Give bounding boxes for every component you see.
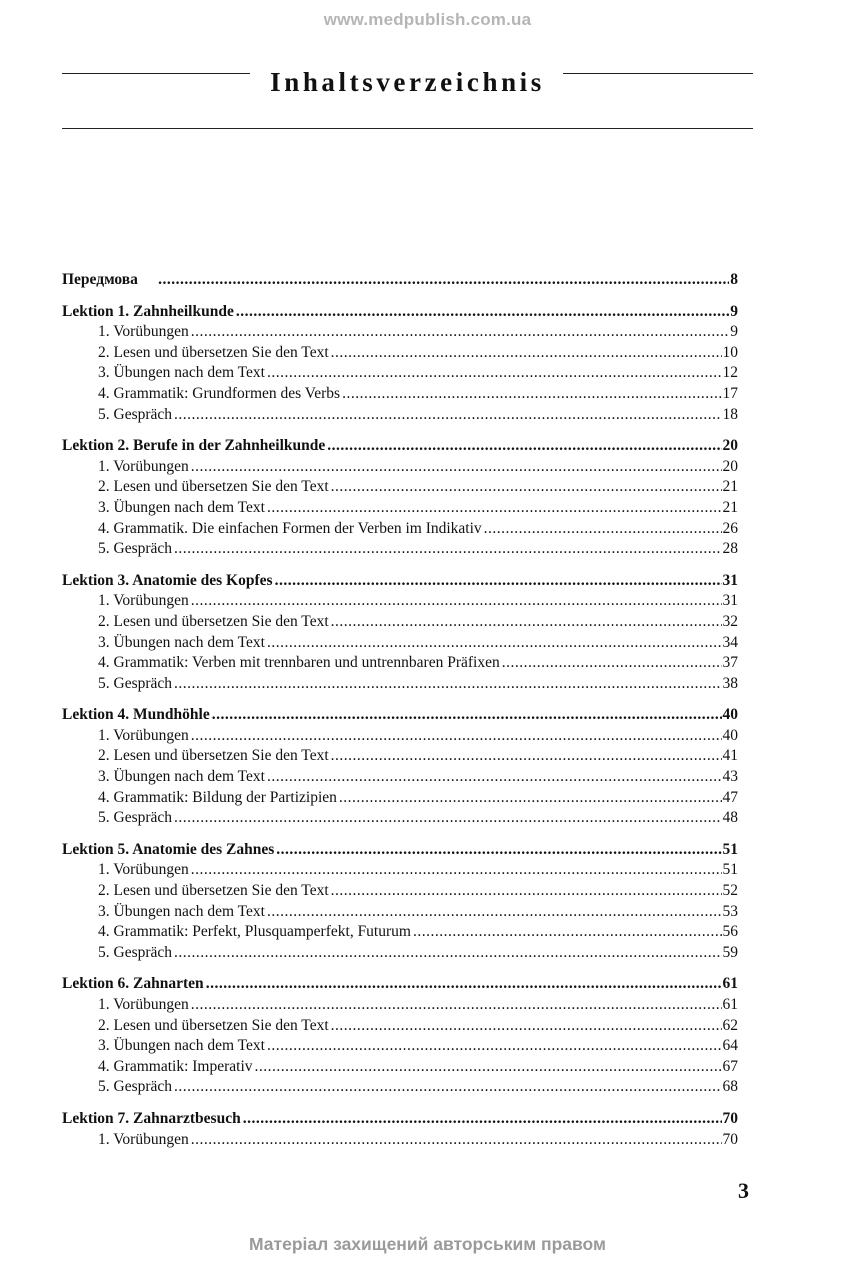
toc-entry-page: 18: [722, 405, 738, 423]
toc-entry-label: 1. Vorübungen: [98, 323, 189, 341]
toc-entry-label: 4. Grammatik: Perfekt, Plusquamperfekt, Futurum: [98, 923, 411, 941]
toc-entry-label: 1. Vorübungen: [98, 1130, 189, 1148]
toc-entry-page: 32: [722, 612, 738, 630]
toc-entry-page: 41: [722, 747, 738, 765]
toc-subsection: [62, 788, 738, 809]
dot-leader: [174, 943, 721, 964]
toc-entry-label: 1. Vorübungen: [98, 726, 189, 744]
table-of-contents: [62, 270, 738, 1161]
toc-entry-label: 5. Gespräch: [98, 943, 173, 961]
toc-entry-label: 3. Übungen nach dem Text: [98, 902, 265, 920]
toc-entry-page: 12: [722, 364, 738, 382]
dot-leader: [174, 674, 721, 695]
toc-subsection: [62, 633, 738, 654]
toc-subsection: [62, 902, 738, 923]
toc-entry-label: 5. Gespräch: [98, 540, 173, 558]
toc-lesson-heading: [62, 1109, 738, 1130]
toc-lessons: [62, 302, 738, 1151]
toc-entry-page: 17: [722, 384, 738, 402]
toc-entry-page: 9: [730, 302, 738, 320]
dot-leader: [331, 477, 722, 498]
toc-entry-page: 28: [722, 540, 738, 558]
toc-entry-page: 20: [722, 457, 738, 475]
toc-entry-page: 43: [722, 768, 738, 786]
toc-subsection: [62, 1057, 738, 1078]
toc-entry-label: 1. Vorübungen: [98, 592, 189, 610]
toc-lesson-group: [62, 1109, 738, 1150]
toc-entry-page: 59: [722, 943, 738, 961]
toc-entry-page: 31: [722, 592, 738, 610]
toc-subsection: [62, 457, 738, 478]
toc-subsection: [62, 1077, 738, 1098]
toc-lesson-group: [62, 840, 738, 964]
toc-entry-page: 70: [722, 1109, 738, 1127]
toc-entry-page: 68: [722, 1078, 738, 1096]
toc-entry-label: Lektion 6. Zahnarten: [62, 975, 204, 993]
toc-entry-label: Lektion 5. Anatomie des Zahnes: [62, 840, 275, 858]
toc-entry-label: Lektion 1. Zahnheilkunde: [62, 302, 234, 320]
dot-leader: [191, 1130, 722, 1151]
toc-entry-page: 38: [722, 674, 738, 692]
toc-entry-label: 1. Vorübungen: [98, 996, 189, 1013]
toc-entry-page: 20: [722, 437, 738, 455]
toc-entry-page: 47: [722, 788, 738, 806]
toc-subsection: [62, 1016, 738, 1037]
title-rule-bottom: [62, 128, 753, 129]
toc-entry-page: 40: [722, 706, 738, 724]
toc-entry-label: 3. Übungen nach dem Text: [98, 1037, 265, 1055]
dot-leader: [174, 539, 721, 560]
dot-leader: [243, 1109, 722, 1130]
toc-subsection: [62, 808, 738, 829]
dot-leader: [276, 840, 721, 861]
toc-entry-label: Lektion 2. Berufe in der Zahnheilkunde: [62, 437, 326, 455]
toc-entry-label: 2. Lesen und übersetzen Sie den Text: [98, 882, 329, 900]
copyright-notice: Матеріал захищений авторським правом: [249, 1234, 606, 1254]
dot-leader: [275, 571, 722, 592]
toc-entry-label: 4. Grammatik: Verben mit trennbaren und untrennbaren Präfixen: [98, 654, 500, 672]
toc-entry-page: 21: [722, 478, 738, 496]
dot-leader: [212, 705, 722, 726]
dot-leader: [267, 1036, 722, 1057]
dot-leader: [331, 881, 722, 902]
toc-subsection: [62, 498, 738, 519]
dot-leader: [174, 405, 721, 426]
toc-entry-page: 21: [722, 498, 738, 516]
toc-lesson-heading: [62, 302, 738, 323]
dot-leader: [267, 363, 722, 384]
toc-entry-label: Lektion 3. Anatomie des Kopfes: [62, 571, 273, 589]
toc-subsection: [62, 726, 738, 747]
toc-entry-label: 4. Grammatik: Bildung der Partizipien: [98, 788, 337, 806]
toc-entry-label: Lektion 7. Zahnarztbesuch: [62, 1109, 241, 1127]
toc-entry-label: 2. Lesen und übersetzen Sie den Text: [98, 1016, 329, 1034]
toc-entry-page: 53: [722, 902, 738, 920]
toc-entry-label: 3. Übungen nach dem Text: [98, 364, 265, 382]
dot-leader: [331, 1016, 722, 1037]
dot-leader: [267, 902, 722, 923]
dot-leader: [267, 767, 722, 788]
toc-entry-label: 4. Grammatik: Imperativ: [98, 1057, 253, 1075]
toc-subsection: [62, 477, 738, 498]
toc-entry-label: 5. Gespräch: [98, 674, 173, 692]
toc-subsection: [62, 591, 738, 612]
toc-entry-page: 67: [722, 1057, 738, 1075]
dot-leader: [339, 788, 722, 809]
toc-entry-label: 1. Vorübungen: [98, 457, 189, 475]
dot-leader: [158, 270, 729, 291]
toc-subsection: [62, 384, 738, 405]
toc-lesson-group: [62, 974, 738, 1098]
toc-entry-label: 3. Übungen nach dem Text: [98, 633, 265, 651]
dot-leader: [191, 726, 722, 747]
toc-entry-preface: [62, 270, 738, 291]
dot-leader: [342, 384, 721, 405]
toc-subsection: [62, 943, 738, 964]
toc-subsection: [62, 343, 738, 364]
dot-leader: [502, 653, 722, 674]
toc-lesson-group: [62, 571, 738, 695]
dot-leader: [331, 746, 722, 767]
dot-leader: [206, 974, 722, 995]
toc-lesson-heading: [62, 705, 738, 726]
toc-entry-label: 2. Lesen und übersetzen Sie den Text: [98, 612, 329, 630]
toc-entry-page: 26: [722, 519, 738, 537]
dot-leader: [267, 633, 722, 654]
dot-leader: [191, 995, 722, 1016]
toc-entry-page: 64: [722, 1037, 738, 1055]
toc-entry-page: 8: [730, 271, 738, 288]
toc-subsection: [62, 746, 738, 767]
toc-lesson-group: [62, 705, 738, 829]
toc-subsection: [62, 922, 738, 943]
toc-entry-page: 51: [722, 840, 738, 858]
toc-subsection: [62, 405, 738, 426]
toc-entry-page: 34: [722, 633, 738, 651]
toc-lesson-heading: [62, 436, 738, 457]
toc-entry-label: 5. Gespräch: [98, 809, 173, 827]
dot-leader: [191, 860, 722, 881]
page-number: 3: [738, 1178, 749, 1203]
toc-subsection: [62, 653, 738, 674]
toc-entry-label: 4. Grammatik. Die einfachen Formen der Verben im Indikativ: [98, 519, 482, 537]
toc-lesson-group: [62, 302, 738, 426]
toc-subsection: [62, 612, 738, 633]
toc-entry-page: 9: [730, 323, 738, 341]
toc-entry-label: 5. Gespräch: [98, 1078, 173, 1096]
toc-entry-label: 3. Übungen nach dem Text: [98, 498, 265, 516]
toc-subsection: [62, 363, 738, 384]
toc-subsection: [62, 539, 738, 560]
toc-subsection: [62, 674, 738, 695]
toc-entry-label: 1. Vorübungen: [98, 861, 189, 879]
dot-leader: [331, 343, 722, 364]
toc-subsection: [62, 1130, 738, 1151]
toc-subsection: [62, 1036, 738, 1057]
toc-entry-page: 61: [722, 975, 738, 993]
toc-entry-label: 3. Übungen nach dem Text: [98, 768, 265, 786]
dot-leader: [484, 519, 722, 540]
toc-subsection: [62, 767, 738, 788]
dot-leader: [174, 808, 721, 829]
dot-leader: [174, 1077, 721, 1098]
toc-entry-page: 40: [722, 726, 738, 744]
toc-lesson-heading: [62, 571, 738, 592]
dot-leader: [191, 457, 722, 478]
toc-entry-page: 56: [722, 923, 738, 941]
toc-lesson-heading: [62, 840, 738, 861]
toc-entry-label: 4. Grammatik: Grundformen des Verbs: [98, 384, 341, 402]
toc-entry-label: 2. Lesen und übersetzen Sie den Text: [98, 478, 329, 496]
toc-entry-page: 10: [722, 343, 738, 361]
site-url: www.medpublish.com.ua: [323, 10, 532, 29]
toc-entry-page: 31: [722, 571, 738, 589]
dot-leader: [236, 302, 729, 323]
toc-subsection: [62, 881, 738, 902]
toc-entry-page: 61: [722, 996, 738, 1013]
dot-leader: [331, 612, 722, 633]
dot-leader: [413, 922, 722, 943]
toc-entry-label: Передмова: [62, 271, 138, 288]
toc-entry-page: 62: [722, 1016, 738, 1034]
toc-lesson-group: [62, 436, 738, 560]
toc-entry-page: 70: [722, 1130, 738, 1148]
page-title: Inhaltsverzeichnis: [270, 67, 545, 97]
toc-entry-label: 2. Lesen und übersetzen Sie den Text: [98, 747, 329, 765]
toc-entry-label: 5. Gespräch: [98, 405, 173, 423]
toc-entry-page: 51: [722, 861, 738, 879]
toc-subsection: [62, 519, 738, 540]
toc-entry-page: 37: [722, 654, 738, 672]
toc-subsection: [62, 860, 738, 881]
toc-preface-group: [62, 270, 738, 291]
toc-entry-page: 48: [722, 809, 738, 827]
dot-leader: [191, 591, 722, 612]
toc-subsection: [62, 322, 738, 343]
dot-leader: [255, 1057, 722, 1078]
toc-lesson-heading: [62, 974, 738, 995]
dot-leader: [327, 436, 721, 457]
toc-entry-label: 2. Lesen und übersetzen Sie den Text: [98, 343, 329, 361]
dot-leader: [267, 498, 722, 519]
dot-leader: [191, 322, 730, 343]
toc-subsection: [62, 995, 738, 1016]
toc-entry-page: 52: [722, 882, 738, 900]
toc-entry-label: Lektion 4. Mundhöhle: [62, 706, 210, 724]
